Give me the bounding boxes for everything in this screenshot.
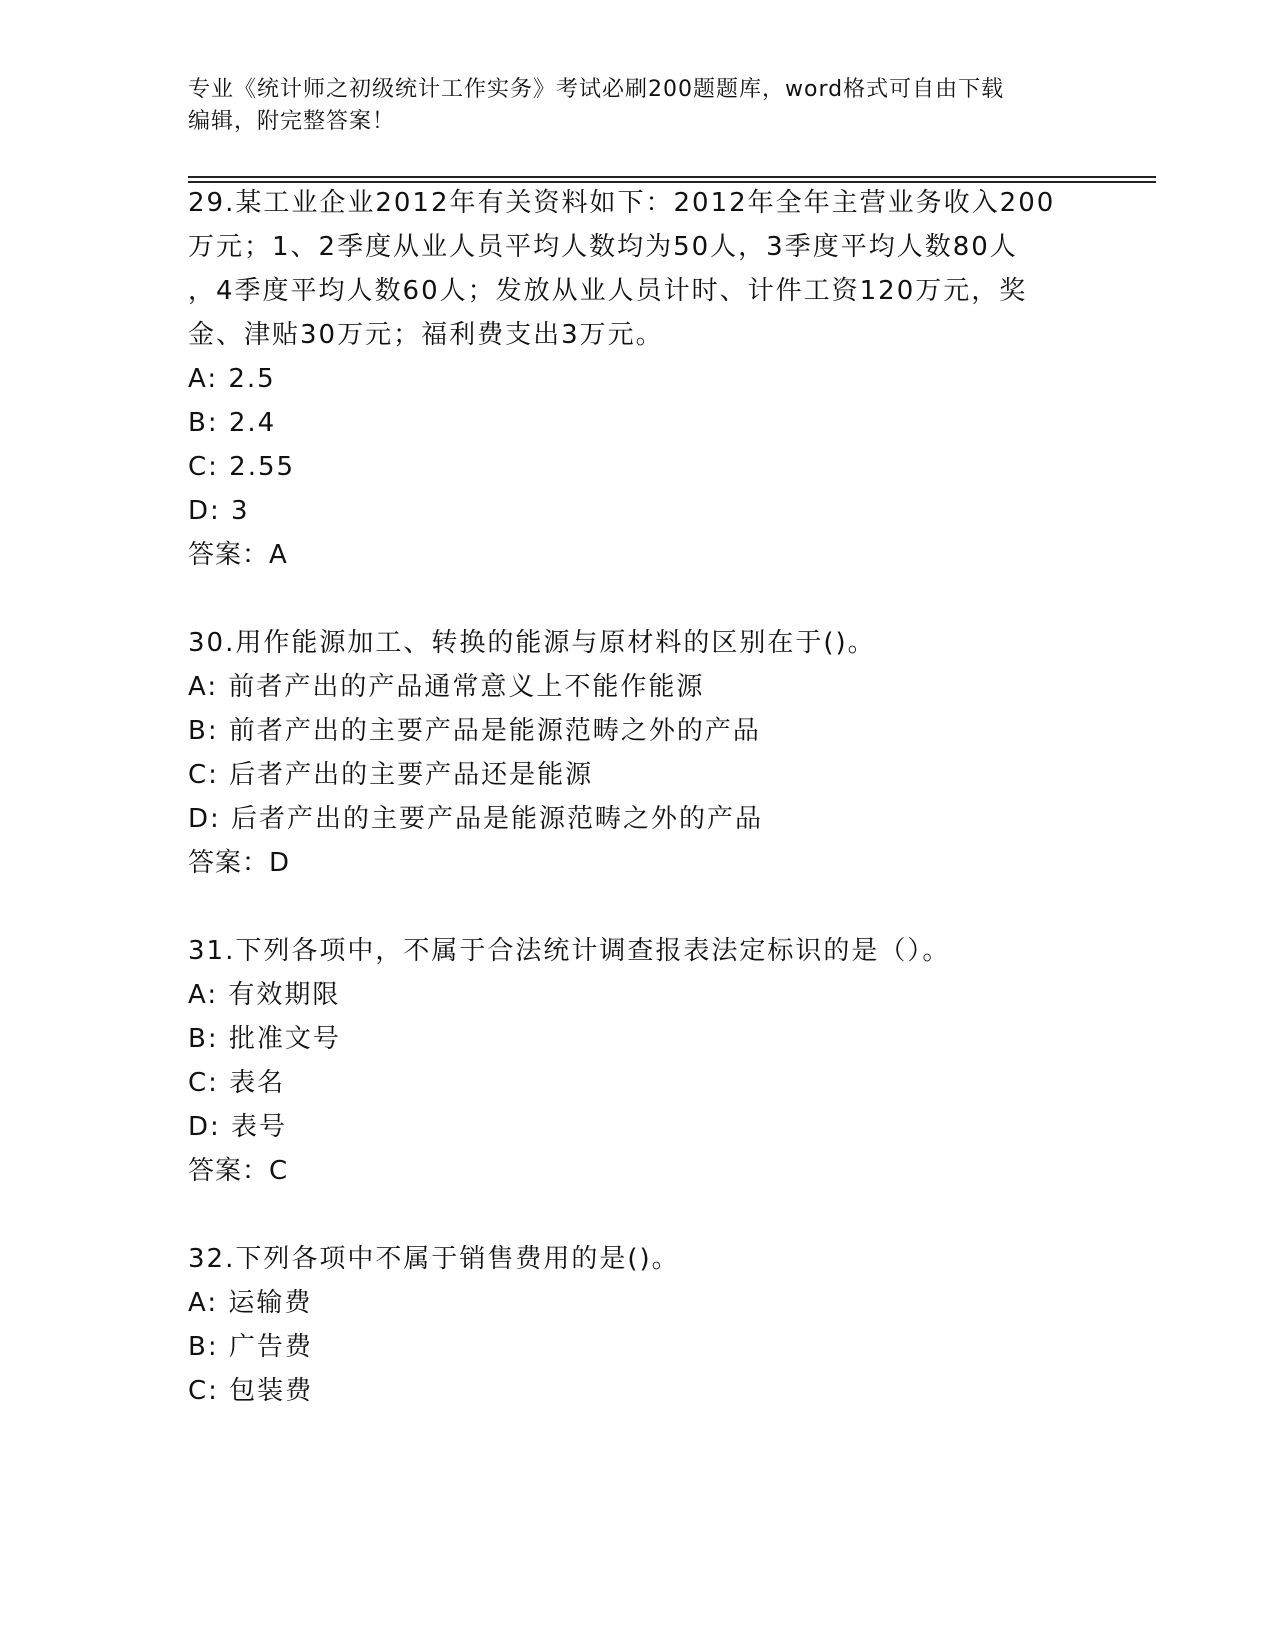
question-text-line: 32.下列各项中不属于销售费用的是()。 <box>188 1244 680 1274</box>
option-a: A: 2.5 <box>188 364 276 394</box>
question-text-line: 金、津贴30万元；福利费支出3万元。 <box>188 320 664 350</box>
answer-line: 答案：C <box>188 1156 289 1186</box>
question-text-line: 万元；1、2季度从业人员平均人数均为50人，3季度平均人数80人 <box>188 232 1018 262</box>
option-b: B: 前者产出的主要产品是能源范畴之外的产品 <box>188 716 761 746</box>
option-b: B: 批准文号 <box>188 1024 341 1054</box>
header-title-line-2: 编辑，附完整答案！ <box>188 109 396 134</box>
option-a: A: 有效期限 <box>188 980 341 1010</box>
option-c: C: 包装费 <box>188 1376 314 1406</box>
option-d: D: 3 <box>188 496 250 526</box>
option-a: A: 运输费 <box>188 1288 313 1318</box>
document-header <box>188 74 1068 138</box>
question-text-line: 29.某工业企业2012年有关资料如下：2012年全年主营业务收入200 <box>188 188 1056 218</box>
option-c: C: 后者产出的主要产品还是能源 <box>188 760 594 790</box>
question-text-line: 30.用作能源加工、转换的能源与原材料的区别在于()。 <box>188 628 876 658</box>
option-c: C: 表名 <box>188 1068 286 1098</box>
option-d: D: 后者产出的主要产品是能源范畴之外的产品 <box>188 804 764 834</box>
question-text-line: ，4季度平均人数60人；发放从业人员计时、计件工资120万元，奖 <box>188 276 1028 306</box>
option-a: A: 前者产出的产品通常意义上不能作能源 <box>188 672 705 702</box>
option-b: B: 2.4 <box>188 408 277 438</box>
header-rule-top <box>188 176 1156 178</box>
answer-line: 答案：D <box>188 848 291 878</box>
answer-line: 答案：A <box>188 540 288 570</box>
question-text-line: 31.下列各项中，不属于合法统计调查报表法定标识的是（）。 <box>188 936 951 966</box>
header-rule-bottom <box>188 181 1156 183</box>
option-d: D: 表号 <box>188 1112 288 1142</box>
option-c: C: 2.55 <box>188 452 296 482</box>
option-b: B: 广告费 <box>188 1332 313 1362</box>
header-title-line-1: 专业《统计师之初级统计工作实务》考试必刷200题题库，word格式可自由下载 <box>188 77 1005 102</box>
